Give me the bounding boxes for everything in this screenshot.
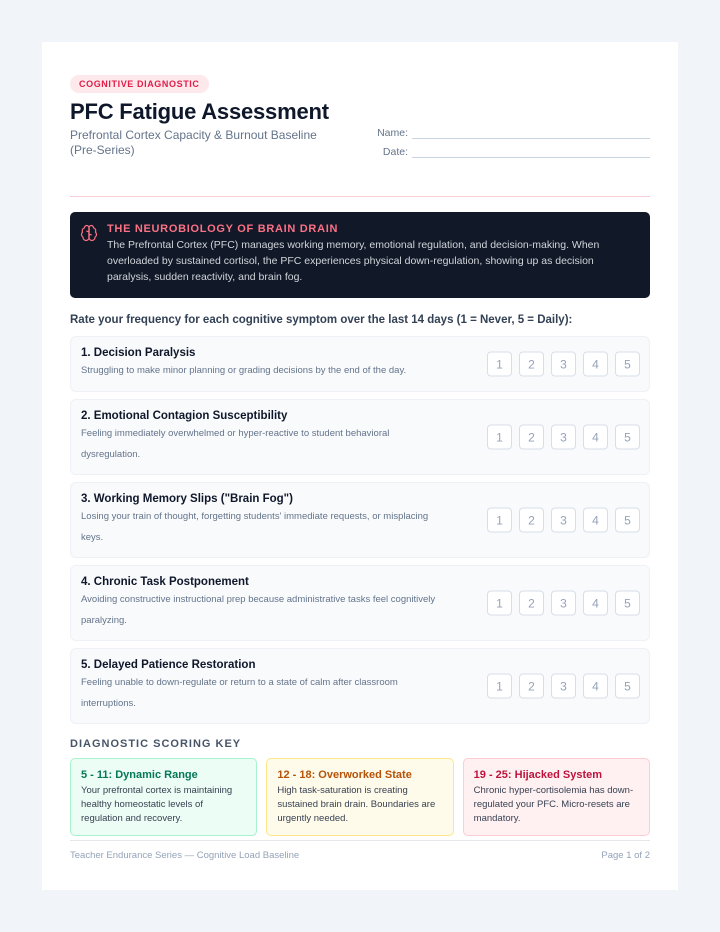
rating-option-4[interactable]: 4 (583, 425, 608, 450)
score-card-title: 19 - 25: Hijacked System (473, 769, 603, 781)
rating-option-1[interactable]: 1 (487, 352, 512, 377)
header (70, 74, 650, 197)
rating-option-1[interactable]: 1 (487, 591, 512, 616)
question-description: Feeling unable to down-regulate or return to a state of calm after classroom interruptions. (81, 677, 398, 709)
date-line[interactable] (412, 144, 650, 158)
brain-icon (80, 224, 98, 242)
question-title: 5. Delayed Patience Restoration (81, 659, 256, 671)
rating-scale (487, 508, 640, 533)
footer-series: Teacher Endurance Series — Cognitive Load Baseline (70, 850, 300, 861)
rating-option-2[interactable]: 2 (519, 425, 544, 450)
rating-option-5[interactable]: 5 (615, 674, 640, 699)
rating-option-5[interactable]: 5 (615, 508, 640, 533)
name-label: Name: (377, 127, 408, 139)
score-card-title: 12 - 18: Overworked State (277, 769, 412, 781)
callout-body: The Prefrontal Cortex (PFC) manages working memory, emotional regulation, and decision-making. When overloaded by sustained cortisol, the PFC experiences physical down-regulation, showing up as decision paralysis, sudden reactivity, and brain fog. (107, 239, 600, 283)
page-title: PFC Fatigue Assessment (70, 99, 329, 124)
rating-option-3[interactable]: 3 (551, 425, 576, 450)
score-card-title: 5 - 11: Dynamic Range (81, 769, 198, 781)
header-divider (70, 196, 650, 197)
rating-option-1[interactable]: 1 (487, 674, 512, 699)
question-card (70, 399, 650, 475)
score-card-overworked (266, 758, 453, 836)
question-description: Losing your train of thought, forgetting students' immediate requests, or misplacing keys. (81, 511, 429, 543)
rating-option-2[interactable]: 2 (519, 508, 544, 533)
score-card-hijacked (463, 758, 650, 836)
question-description: Avoiding constructive instructional prep because administrative tasks feel cognitively paralyzing. (81, 594, 436, 626)
score-card-dynamic-range (70, 758, 257, 836)
rating-option-4[interactable]: 4 (583, 352, 608, 377)
rating-option-4[interactable]: 4 (583, 591, 608, 616)
name-line[interactable] (412, 125, 650, 139)
question-title: 4. Chronic Task Postponement (81, 576, 249, 588)
rating-instructions: Rate your frequency for each cognitive symptom over the last 14 days (1 = Never, 5 = Daily): (70, 314, 573, 326)
rating-option-2[interactable]: 2 (519, 352, 544, 377)
question-description: Struggling to make minor planning or grading decisions by the end of the day. (81, 365, 407, 376)
question-title: 3. Working Memory Slips ("Brain Fog") (81, 493, 293, 505)
page-number: Page 1 of 2 (601, 850, 650, 861)
question-title: 1. Decision Paralysis (81, 347, 196, 359)
rating-option-3[interactable]: 3 (551, 591, 576, 616)
rating-option-4[interactable]: 4 (583, 508, 608, 533)
question-card (70, 482, 650, 558)
rating-scale (487, 352, 640, 377)
identity-fields (374, 120, 650, 158)
rating-option-1[interactable]: 1 (487, 508, 512, 533)
score-card-body: Your prefrontal cortex is maintaining healthy homeostatic levels of regulation and recovery. (81, 785, 233, 824)
rating-option-3[interactable]: 3 (551, 674, 576, 699)
date-label: Date: (382, 146, 408, 158)
question-description: Feeling immediately overwhelmed or hyper-reactive to student behavioral dysregulation. (81, 428, 390, 460)
rating-scale (487, 591, 640, 616)
score-card-body: Chronic hyper-cortisolemia has down-regulated your PFC. Micro-resets are mandatory. (473, 785, 634, 824)
rating-scale (487, 674, 640, 699)
rating-option-5[interactable]: 5 (615, 425, 640, 450)
rating-option-5[interactable]: 5 (615, 352, 640, 377)
rating-option-3[interactable]: 3 (551, 508, 576, 533)
name-field[interactable] (374, 120, 650, 139)
rating-option-3[interactable]: 3 (551, 352, 576, 377)
rating-option-5[interactable]: 5 (615, 591, 640, 616)
question-card (70, 648, 650, 724)
page-subtitle: Prefrontal Cortex Capacity & Burnout Baseline (Pre-Series) (70, 128, 317, 157)
question-card (70, 336, 650, 392)
scoring-key-title: DIAGNOSTIC SCORING KEY (70, 738, 242, 750)
page-footer (70, 840, 650, 861)
rating-option-1[interactable]: 1 (487, 425, 512, 450)
rating-option-2[interactable]: 2 (519, 674, 544, 699)
scoring-key (70, 758, 650, 836)
rating-option-2[interactable]: 2 (519, 591, 544, 616)
question-title: 2. Emotional Contagion Susceptibility (81, 410, 288, 422)
assessment-page (42, 42, 678, 890)
rating-option-4[interactable]: 4 (583, 674, 608, 699)
date-field[interactable] (374, 139, 650, 158)
category-badge: COGNITIVE DIAGNOSTIC (70, 75, 209, 93)
neurobiology-callout (70, 212, 650, 298)
score-card-body: High task-saturation is creating sustained brain drain. Boundaries are urgently needed. (277, 785, 436, 824)
rating-scale (487, 425, 640, 450)
callout-title: THE NEUROBIOLOGY OF BRAIN DRAIN (107, 223, 339, 235)
question-card (70, 565, 650, 641)
